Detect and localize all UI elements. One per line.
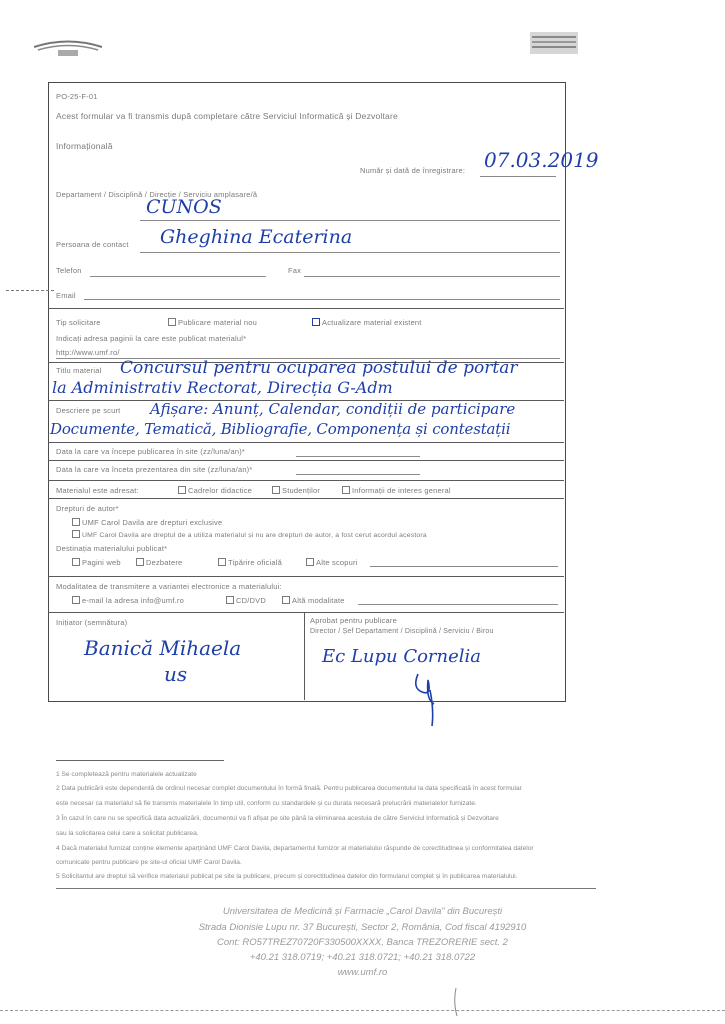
university-website[interactable]: www.umf.ro bbox=[337, 967, 388, 978]
remove-date-label: Data la care va înceta prezentarea din site (zz/luna/an)* bbox=[56, 465, 253, 474]
footnote-1: 1 Se completează pentru materialele actualizate bbox=[56, 771, 197, 778]
footnote-4b: comunicate pentru publicare pe site-ul oficial UMF Carol Davila. bbox=[56, 859, 242, 866]
initiator-label: Inițiator (semnătura) bbox=[56, 618, 128, 627]
intro-text-line2: Informațională bbox=[56, 141, 113, 151]
option-other-purposes[interactable]: Alte scopuri bbox=[306, 558, 358, 567]
transfer-label: Modalitatea de transmitere a variantei electronice a materialului: bbox=[56, 582, 282, 591]
phone-label: Telefon bbox=[56, 266, 82, 275]
page-address-label: Indicați adresa paginii la care este publicat materialul* bbox=[56, 334, 247, 343]
department-value[interactable]: CUNOS bbox=[146, 196, 222, 218]
material-title-line1[interactable]: Concursul pentru ocuparea postului de portar bbox=[120, 358, 518, 378]
option-debate[interactable]: Dezbatere bbox=[136, 558, 182, 567]
university-address: Strada Dionisie Lupu nr. 37 București, Sector 2, România, Cod fiscal 4192910 bbox=[198, 922, 527, 933]
approval-sublabel: Director / Șef Departament / Disciplină / Serviciu / Birou bbox=[310, 628, 494, 635]
request-type-label: Tip solicitare bbox=[56, 318, 101, 327]
material-desc-line1[interactable]: Afișare: Anunț, Calendar, condiții de participare bbox=[150, 400, 516, 418]
option-update-material[interactable]: Actualizare material existent bbox=[312, 318, 422, 327]
footnote-4a: 4 Dacă materialul furnizat conține elemente aparținând UMF Carol Davila, departamentul furnizor al materialului răspunde de corectitudinea și conformitatea datelor bbox=[56, 845, 534, 852]
university-name: Universitatea de Medicină și Farmacie „Carol Davila” din București bbox=[222, 906, 503, 917]
publish-date-field[interactable] bbox=[296, 456, 420, 457]
option-email[interactable]: e-mail la adresa info@umf.ro bbox=[72, 596, 184, 605]
university-phones: +40.21 318.0719; +40.21 318.0721; +40.21 318.0722 bbox=[249, 952, 476, 963]
option-use-rights[interactable]: UMF Carol Davila are dreptul de a utiliza materialul și nu are drepturi de autor, a fost cerut acordul acestora bbox=[72, 530, 427, 539]
option-exclusive-rights[interactable]: UMF Carol Davila are drepturi exclusive bbox=[72, 518, 222, 527]
initiator-signature[interactable]: us bbox=[164, 662, 188, 686]
addressed-label: Materialul este adresat: bbox=[56, 486, 139, 495]
option-official-print[interactable]: Tipărire oficială bbox=[218, 558, 282, 567]
material-title-line2[interactable]: la Administrativ Rectorat, Direcția G-Adm bbox=[52, 378, 393, 397]
option-students[interactable]: Studenților bbox=[272, 486, 320, 495]
option-general[interactable]: Informații de interes general bbox=[342, 486, 451, 495]
material-title-label: Titlu material bbox=[56, 366, 102, 375]
bottom-mark bbox=[452, 988, 460, 1016]
option-cd-dvd[interactable]: CD/DVD bbox=[226, 596, 266, 605]
stamp-logo bbox=[530, 32, 578, 54]
remove-date-field[interactable] bbox=[296, 474, 420, 475]
option-web-pages[interactable]: Pagini web bbox=[72, 558, 121, 567]
option-teachers[interactable]: Cadrelor didactice bbox=[178, 486, 252, 495]
option-other-method[interactable]: Altă modalitate bbox=[282, 596, 345, 605]
form-code: PO-25-F-01 bbox=[56, 92, 98, 101]
approver-name[interactable]: Ec Lupu Cornelia bbox=[322, 646, 482, 667]
material-desc-label: Descriere pe scurt bbox=[56, 406, 121, 415]
approver-signature bbox=[408, 670, 448, 730]
copyright-label: Drepturi de autor* bbox=[56, 504, 119, 513]
email-label: Email bbox=[56, 291, 76, 300]
university-account: Cont: RO57TREZ70720F330500XXXX, Banca TREZORERIE sect. 2 bbox=[217, 937, 508, 948]
destination-label: Destinația materialului publicat* bbox=[56, 544, 168, 553]
publish-date-label: Data la care va începe publicarea în site (zz/luna/an)* bbox=[56, 447, 246, 456]
footnote-3b: sau la solicitarea celui care a solicitat publicarea. bbox=[56, 830, 199, 837]
department-label: Departament / Disciplină / Direcție / Serviciu amplasare/ă bbox=[56, 190, 258, 199]
option-new-material[interactable]: Publicare material nou bbox=[168, 318, 257, 327]
intro-text-line1: Acest formular va fi transmis după completare către Serviciul Informatică și Dezvoltare bbox=[56, 111, 398, 121]
footnote-2b: este necesar ca materialul să fie transmis materialele în timp util, conform cu standardele și cu durata necesară prelucrării materialelor furnizate. bbox=[56, 800, 477, 807]
registration-label: Număr și dată de înregistrare: bbox=[360, 166, 466, 175]
contact-label: Persoana de contact bbox=[56, 240, 129, 249]
footnote-3a: 3 În cazul în care nu se specifică data actualizării, documentul va fi afișat pe site până la eliminarea acestuia de către Serviciul Informatică și Dezvoltare bbox=[56, 815, 499, 822]
material-desc-line2[interactable]: Documente, Tematică, Bibliografie, Componența și contestații bbox=[50, 420, 511, 438]
bottom-edge-line bbox=[0, 1010, 725, 1011]
university-logo bbox=[32, 38, 104, 60]
page-address-field[interactable]: http://www.umf.ro/ bbox=[56, 348, 120, 357]
fax-label: Fax bbox=[288, 266, 302, 275]
footnote-5: 5 Solicitantul are dreptul să verifice materialul publicat pe site la publicare, precum și corectitudinea datelor din formularul complet și în publicarea materialului. bbox=[56, 873, 518, 880]
registration-date[interactable]: 07.03.2019 bbox=[484, 148, 599, 172]
initiator-name[interactable]: Banică Mihaela bbox=[84, 636, 242, 660]
footnote-2a: 2 Data publicării este dependentă de ordinul necesar complet documentului în formă finală. Pentru publicarea documentului la data specificată în acest formular bbox=[56, 785, 522, 792]
margin-mark bbox=[6, 290, 54, 291]
approval-label: Aprobat pentru publicare bbox=[310, 616, 397, 625]
contact-value[interactable]: Gheghina Ecaterina bbox=[160, 226, 353, 248]
